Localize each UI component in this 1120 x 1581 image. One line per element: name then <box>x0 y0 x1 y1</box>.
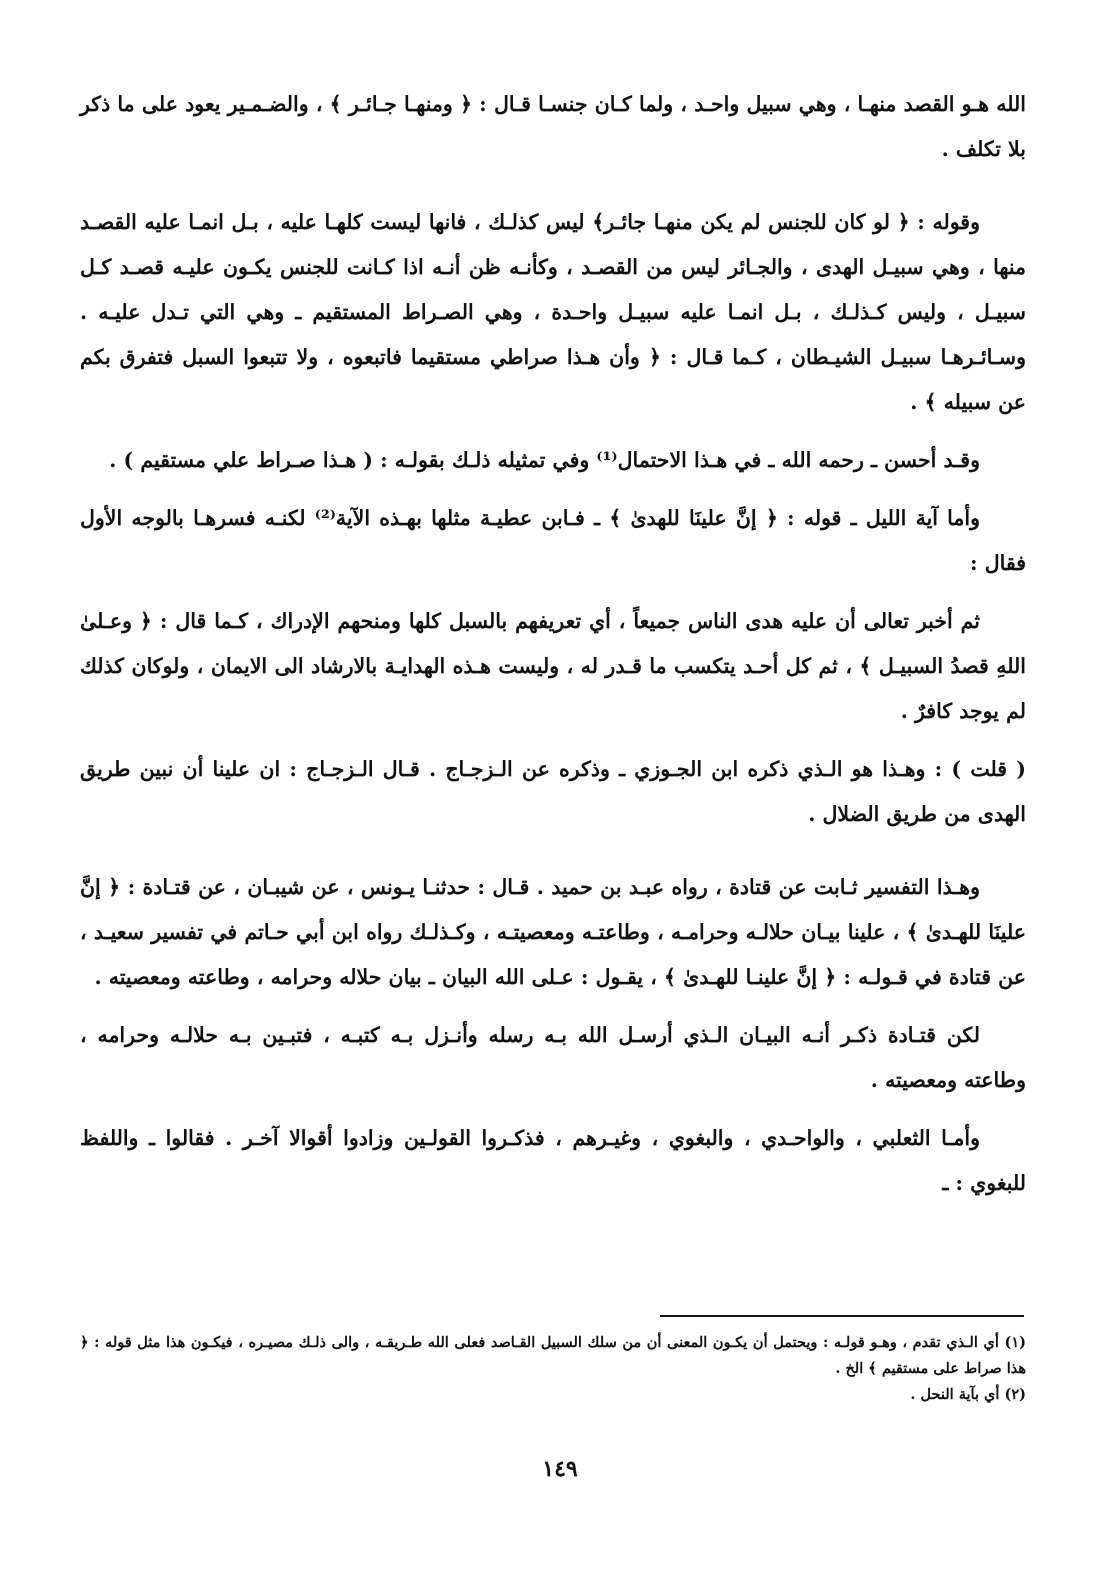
footnote-divider <box>660 1315 1024 1317</box>
paragraph-3: وقـد أحسن ـ رحمه الله ـ في هـذا الاحتمال⁽¹⁾ وفي تمثيله ذلـك بقولـه : ( هـذا صـراط علي مستقيم ) . <box>109 448 980 472</box>
main-text <box>80 82 1026 1219</box>
footnotes <box>80 1330 1026 1408</box>
footnote-1: (١) أي الـذي تقدم ، وهـو قولـه : ويحتمل أن يكـون المعنى أن من سلك السبيل القـاصد فعلى الله طـريقـه ، والى ذلـك مصيـره ، فيكـون هذا مثل قوله : ﴿ هذا صراط على مستقيم ﴾ الخ . <box>80 1334 1026 1377</box>
footnote-2: (٢) أي بآية النحل . <box>910 1386 1026 1403</box>
paragraph-1: الله هـو القصد منهـا ، وهي سبيل واحـد ، ولما كـان جنسـا قـال : ﴿ ومنهـا جـائـر ﴾ ، والضـمـير يعود على ما ذكر بلا تكلف . <box>80 92 1026 161</box>
paragraph-5: ثم أخبر تعالى أن عليه هدى الناس جميعاً ، أي تعريفهم بالسبل كلها ومنحهم الإدراك ، كـما قال : ﴿ وعـلىٰ اللهِ قصدُ السبيـل ﴾ ، ثم كل أحـد يتكسب ما قـدر له ، وليست هـذه الهدايـة بالارشاد الى الايمان ، ولوكان كذلك لم يوجد كافرٌ . <box>80 609 1026 723</box>
page-number: ١٤٩ <box>542 1456 578 1482</box>
paragraph-7: وهـذا التفسير ثـابت عن قتادة ، رواه عبـد بن حميد . قـال : حدثنـا يـونس ، عن شيبـان ، عن قتـادة : ﴿ إنَّ علينَا للهـدىٰ ﴾ ، علينا بيـان حلالـه وحرامـه ، وطاعتـه ومعصيتـه ، وكـذلـك رواه ابن أبي حـاتم في تفسير سعيـد ، عن قتادة في قـولـه : ﴿ إنَّ علينـا للهـدىٰ ﴾ ، يقـول : عـلى الله البيان ـ بيان حلاله وحرامه ، وطاعته ومعصيته . <box>80 875 1026 989</box>
paragraph-2: وقوله : ﴿ لو كان للجنس لم يكن منهـا جائـر﴾ ليس كذلـك ، فانها ليست كلهـا عليه ، بـل انمـا عليه القصـد منها ، وهي سبيـل الهدى ، والجـائر ليس من القصـد ، وكأنـه ظن أنـه اذا كـانت للجنس يكـون عليـه قصـد كـل سبيـل ، وليس كـذلـك ، بـل انمـا عليه سبيـل واحـدة ، وهي الصـراط المستقيم ـ وهي التي تـدل عليـه . وسـائـرهـا سبيـل الشيـطان ، كـما قـال : ﴿ وأن هـذا صراطي مستقيما فاتبعوه ، ولا تتبعوا السبل فتفرق بكم عن سبيله ﴾ . <box>80 210 1026 414</box>
paragraph-8: لكن قتـادة ذكـر أنـه البيـان الـذي أرسـل الله بـه رسله وأنـزل بـه كتبـه ، فتبـين بـه حلالـه وحرامه ، وطاعته ومعصيته . <box>80 1023 1026 1092</box>
paragraph-4: وأما آية الليل ـ قوله : ﴿ إنَّ علينَا للهدىٰ ﴾ ـ فـابن عطيـة مثلها بهـذه الآية⁽²⁾ لكنـه فسرهـا بالوجه الأول فقال : <box>80 506 1026 575</box>
paragraph-9: وأمـا الثعلبي ، والواحـدي ، والبغوي ، وغيـرهم ، فذكـروا القولـين وزادوا أقوالا آخـر . فقالوا ـ واللفظ للبغوي : ـ <box>80 1126 1026 1195</box>
paragraph-6: ( قلت ) : وهـذا هو الـذي ذكره ابن الجـوزي ـ وذكره عن الـزجـاج . قـال الـزجـاج : ان علينا أن نبين طريق الهدى من طريق الضلال . <box>80 757 1026 826</box>
